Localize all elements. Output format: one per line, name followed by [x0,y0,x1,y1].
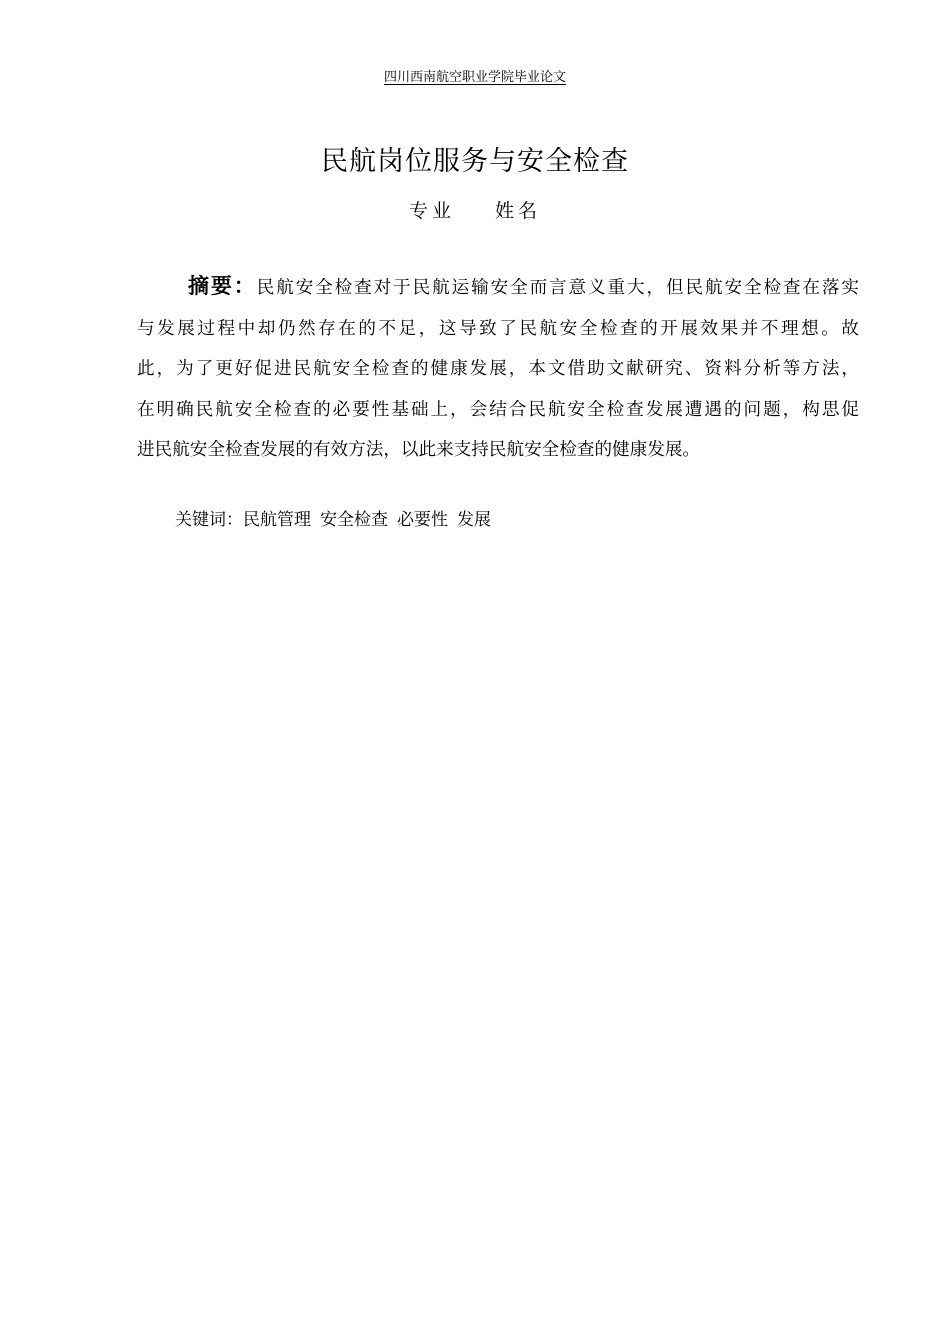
author-line [0,197,950,225]
keyword: 民航管理 [243,510,311,530]
abstract [137,266,859,471]
abstract-label: 摘要： [188,274,257,298]
keyword: 发展 [457,510,491,530]
paper-title: 民航岗位服务与安全检查 [321,146,629,177]
abstract-line: 此，为了更好促进民航安全检查的健康发展，本文借助文献研究、资料分析等方法， [137,359,859,380]
abstract-line: 进民航安全检查发展的有效方法，以此来支持民航安全检查的健康发展。 [137,440,701,461]
keywords [175,506,500,534]
author-major: 专业 [408,200,455,222]
abstract-line [137,266,859,309]
author-name: 姓名 [495,200,542,222]
keyword: 必要性 [397,510,448,530]
keywords-label: 关键词： [175,510,243,530]
institution-header: 四川西南航空职业学院毕业论文 [383,70,566,85]
abstract-line: 在明确民航安全检查的必要性基础上，会结合民航安全检查发展遭遇的问题，构思促 [137,399,859,420]
abstract-line: 与发展过程中却仍然存在的不足，这导致了民航安全检查的开展效果并不理想。故 [137,318,859,339]
page-header [0,69,950,87]
abstract-text: 民航安全检查对于民航运输安全而言意义重大，但民航安全检查在落实 [256,278,860,298]
keyword: 安全检查 [320,510,388,530]
